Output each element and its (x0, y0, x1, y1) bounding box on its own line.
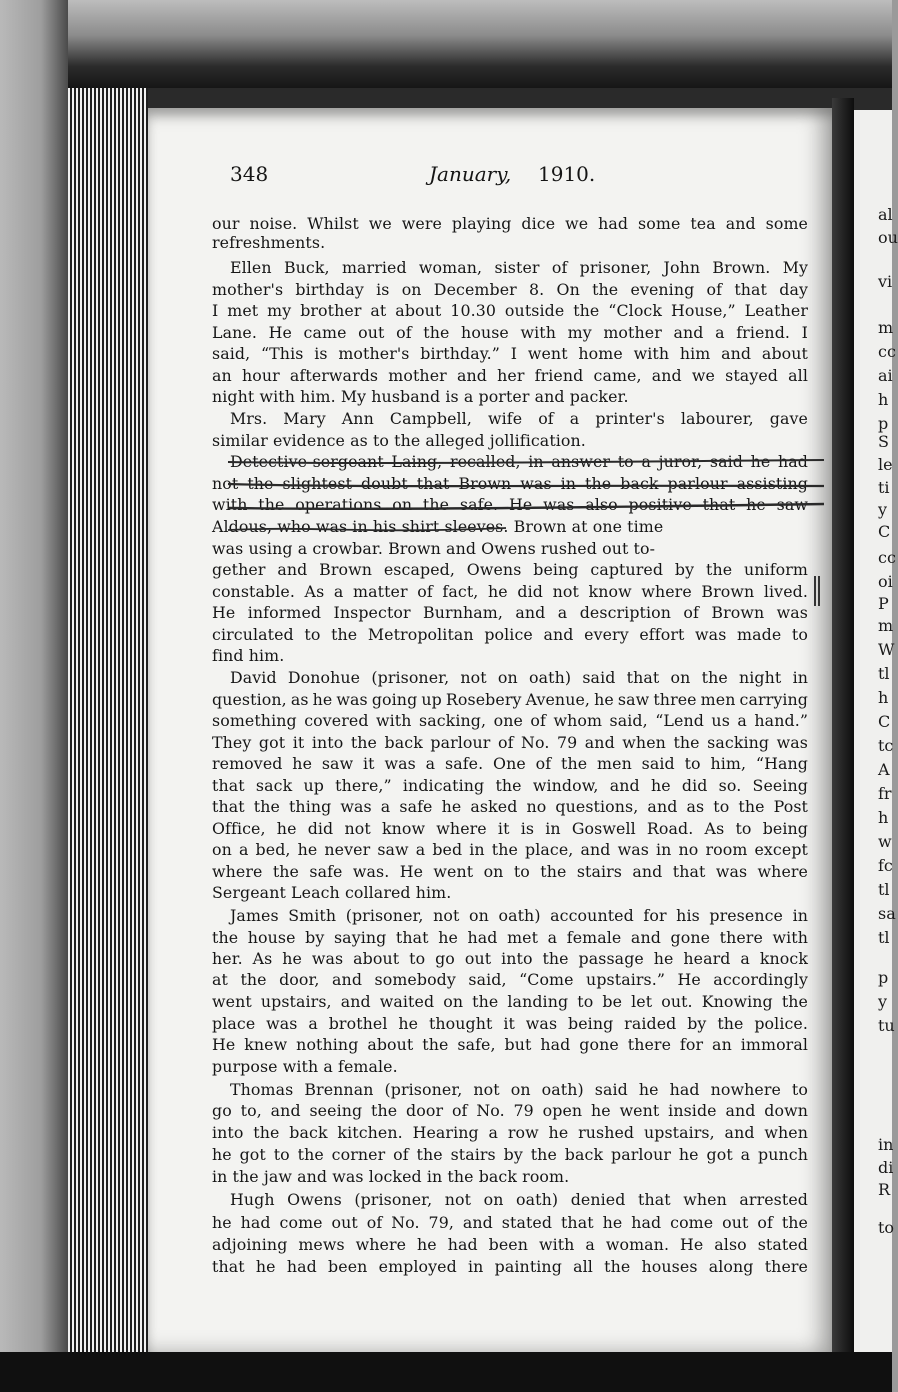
adjacent-page-fragment: C (878, 712, 891, 731)
adjacent-page-fragment: tl (878, 928, 890, 947)
text-line: Thomas Brennan (prisoner, not on oath) said he had nowhere to (230, 1080, 808, 1099)
text-line: in the jaw and was locked in the back room. (212, 1167, 570, 1186)
adjacent-page-fragment: p (878, 414, 889, 433)
text-line: Mrs. Mary Ann Campbell, wife of a printer's labourer, gave (230, 409, 808, 428)
adjacent-page-fragment: y (878, 992, 888, 1011)
adjacent-page-fragment: fr (878, 784, 892, 803)
text-line: went upstairs, and waited on the landing to be let out. Knowing the (212, 992, 808, 1011)
adjacent-page-fragment: w (878, 832, 892, 851)
adjacent-page-fragment: p (878, 968, 889, 987)
text-line: at the door, and somebody said, “Come upstairs.” He accordingly (212, 970, 808, 989)
text-line: find him. (212, 646, 285, 665)
scan-bottom-border (0, 1352, 892, 1392)
adjacent-page-fragment: h (878, 688, 889, 707)
page-number: 348 (230, 162, 269, 186)
text-line: with the operations on the safe. He was also positive that he saw (212, 495, 808, 514)
page-header-year: 1910. (538, 162, 596, 186)
text-line: Aldous, who was in his shirt sleeves. Brown at one time (212, 517, 664, 536)
text-line: Lane. He came out of the house with my mother and a friend. I (212, 323, 808, 342)
text-line: They got it into the back parlour of No. 79 and when the sacking was (212, 733, 808, 752)
adjacent-page-fragment: to (878, 1218, 895, 1237)
text-line: into the back kitchen. Hearing a row he rushed upstairs, and when (212, 1123, 808, 1142)
adjacent-page-fragment: h (878, 808, 889, 827)
adjacent-page-fragment: P (878, 594, 889, 613)
text-line: night with him. My husband is a porter and packer. (212, 387, 629, 406)
adjacent-page-fragment: in (878, 1135, 894, 1154)
text-line: question, as he was going up Rosebery Avenue, he saw three men carrying (212, 690, 808, 709)
text-line: go to, and seeing the door of No. 79 open he went inside and down (212, 1101, 808, 1120)
scan-top-border (0, 0, 892, 88)
text-line: he had come out of No. 79, and stated that he had come out of the (212, 1213, 808, 1232)
text-line: place was a brothel he thought it was being raided by the police. (212, 1014, 808, 1033)
text-line: something covered with sacking, one of whom said, “Lend us a hand.” (212, 711, 808, 730)
adjacent-page-fragment: al (878, 205, 893, 224)
text-line: James Smith (prisoner, not on oath) accounted for his presence in (230, 906, 808, 925)
text-line: Sergeant Leach collared him. (212, 883, 452, 902)
text-line: Hugh Owens (prisoner, not on oath) denied that when arrested (230, 1190, 808, 1209)
text-line: Ellen Buck, married woman, sister of prisoner, John Brown. My (230, 258, 808, 277)
text-line: Office, he did not know where it is in Goswell Road. As to being (212, 819, 808, 838)
text-line: that sack up there,” indicating the window, and he did so. Seeing (212, 776, 808, 795)
text-line: circulated to the Metropolitan police and every effort was made to (212, 625, 808, 644)
text-line: adjoining mews where he had been with a woman. He also stated (212, 1235, 808, 1254)
text-line: the house by saying that he had met a female and gone there with (212, 928, 808, 947)
text-line: mother's birthday is on December 8. On the evening of that day (212, 280, 808, 299)
adjacent-page-fragment: m (878, 318, 894, 337)
text-line: he got to the corner of the stairs by the back parlour he got a punch (212, 1145, 808, 1164)
adjacent-page-fragment: sa (878, 904, 896, 923)
adjacent-page-fragment: di (878, 1158, 894, 1177)
scan-left-border (0, 0, 68, 1392)
adjacent-page-fragment: R (878, 1180, 891, 1199)
text-line: David Donohue (prisoner, not on oath) said that on the night in (230, 668, 808, 687)
adjacent-page-fragment: oi (878, 572, 893, 591)
text-line: I met my brother at about 10.30 outside the “Clock House,” Leather (212, 301, 808, 320)
text-line: purpose with a female. (212, 1057, 398, 1076)
adjacent-page-fragment: y (878, 500, 888, 519)
adjacent-page-fragment: tu (878, 1016, 895, 1035)
adjacent-page-fragment: tc (878, 736, 894, 755)
text-line: not the slightest doubt that Brown was in the back parlour assisting (212, 474, 808, 493)
page-header (0, 162, 892, 192)
text-line: removed he saw it was a safe. One of the men said to him, “Hang (212, 754, 808, 773)
adjacent-page-fragment: ai (878, 366, 893, 385)
adjacent-page-fragment: cc (878, 342, 896, 361)
adjacent-page-fragment: ou (878, 228, 898, 247)
adjacent-page-fragment: tl (878, 880, 890, 899)
text-line: was using a crowbar. Brown and Owens rushed out to- (212, 539, 656, 558)
text-line: on a bed, he never saw a bed in the place, and was in no room except (212, 840, 808, 859)
adjacent-page-fragment: tl (878, 664, 890, 683)
adjacent-page-fragment: cc (878, 548, 896, 567)
page-header-month: January, (429, 162, 512, 186)
adjacent-page-fragment: m (878, 616, 894, 635)
text-line: Detective-sergeant Laing, recalled, in answer to a juror, said he had (230, 452, 808, 471)
margin-mark (814, 576, 820, 606)
adjacent-page-fragment: h (878, 390, 889, 409)
text-line: constable. As a matter of fact, he did not know where Brown lived. (212, 582, 808, 601)
text-line: similar evidence as to the alleged jollification. (212, 431, 586, 450)
adjacent-page-fragment: vi (878, 272, 893, 291)
text-line: that the thing was a safe he asked no questions, and as to the Post (212, 797, 808, 816)
book-page-edges (68, 88, 148, 1354)
text-line: that he had been employed in painting all the houses along there (212, 1257, 808, 1276)
adjacent-page-fragment: le (878, 455, 893, 474)
text-line: refreshments. (212, 233, 326, 252)
adjacent-page-fragment: A (878, 760, 890, 779)
text-line: gether and Brown escaped, Owens being captured by the uniform (212, 560, 808, 579)
text-line: where the safe was. He went on to the stairs and that was where (212, 862, 808, 881)
adjacent-page-fragment: fc (878, 856, 893, 875)
text-line: He informed Inspector Burnham, and a description of Brown was (212, 603, 808, 622)
text-line: our noise. Whilst we were playing dice we had some tea and some (212, 214, 808, 233)
text-line: her. As he was about to go out into the passage he heard a knock (212, 949, 808, 968)
text-line: said, “This is mother's birthday.” I went home with him and about (212, 344, 808, 363)
adjacent-page-fragment: S (878, 432, 889, 451)
adjacent-page-fragment: C (878, 522, 891, 541)
adjacent-page-fragment: ti (878, 478, 890, 497)
adjacent-page-fragment: W (878, 640, 895, 659)
text-line: He knew nothing about the safe, but had gone there for an immoral (212, 1035, 808, 1054)
book-gutter (832, 98, 854, 1360)
text-line: an hour afterwards mother and her friend came, and we stayed all (212, 366, 808, 385)
